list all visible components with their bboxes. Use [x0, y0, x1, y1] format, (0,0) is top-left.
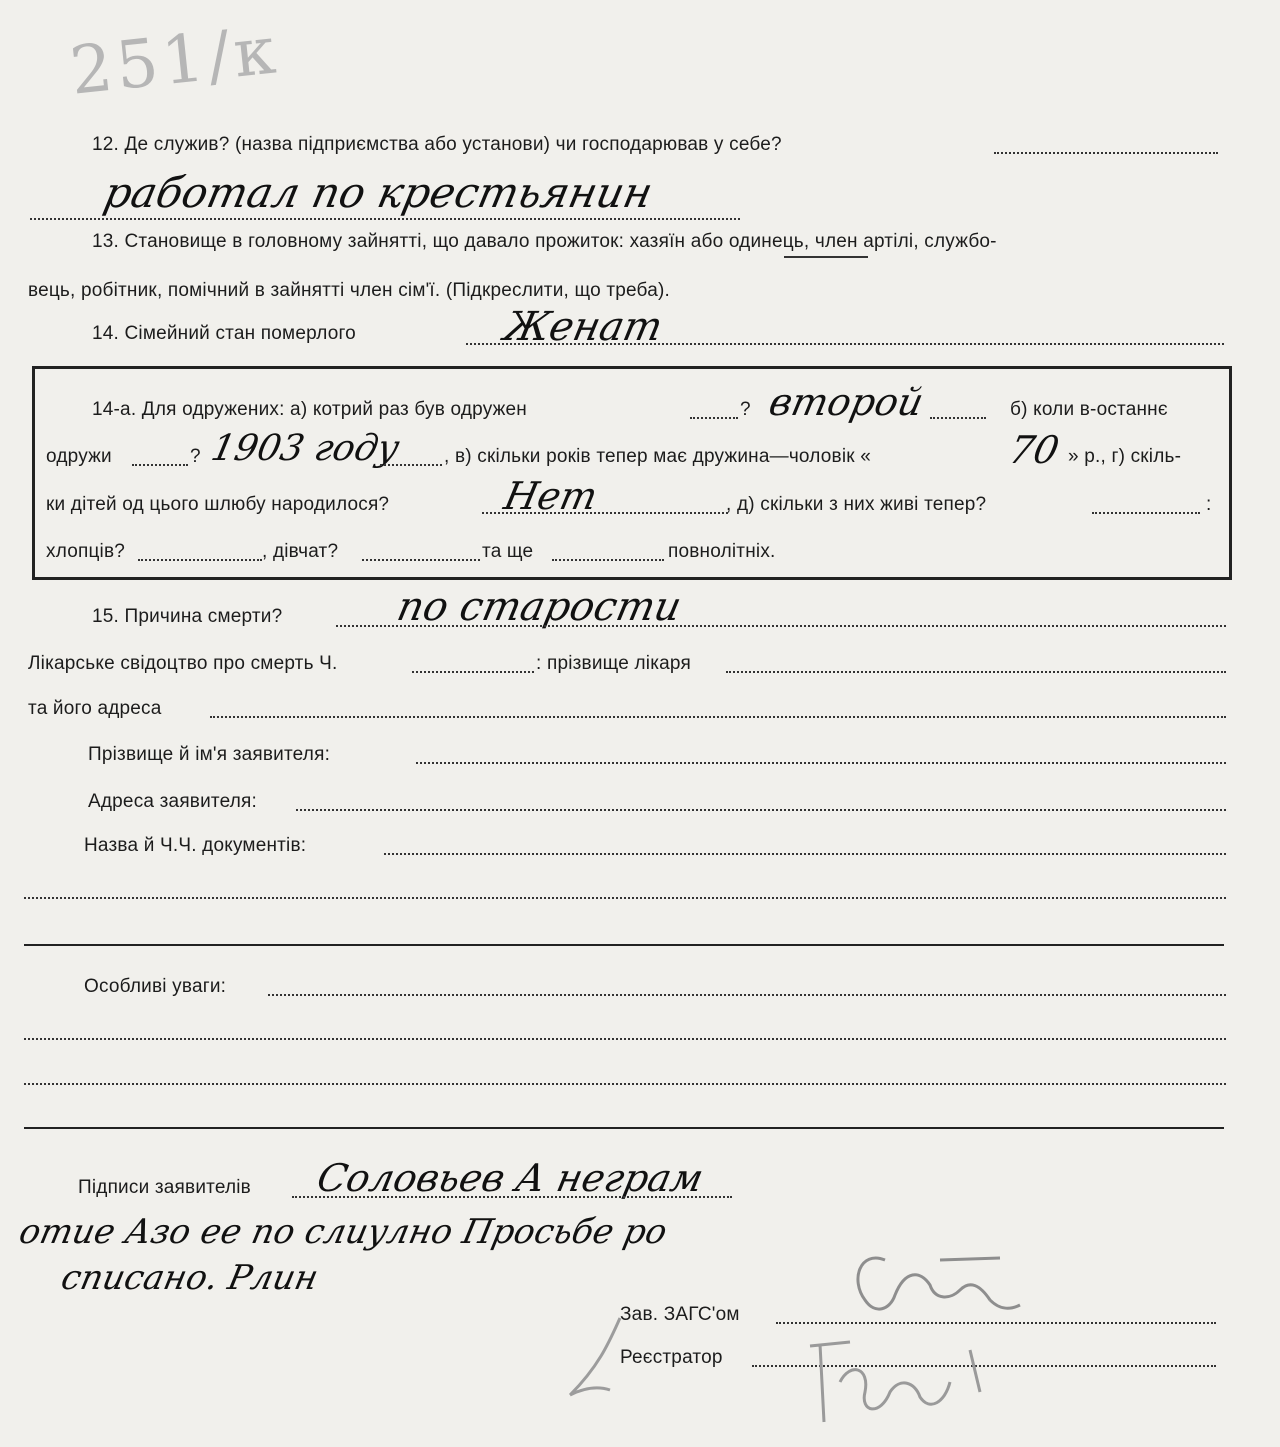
remarks-line-3: [24, 1083, 1226, 1085]
registrar-label: Реєстратор: [620, 1347, 723, 1368]
zags-head-signature: [840, 1240, 1040, 1330]
q14a-a-answer: второй: [765, 380, 928, 424]
zags-head-signature-stroke: [858, 1258, 1020, 1309]
q13-line1-text: 13. Становище в головному зайнятті, що давало прожиток: хазяїн або одинець, член артілі, службо-: [92, 231, 997, 252]
applicant-name-label: Прізвище й ім'я заявителя:: [88, 744, 331, 765]
q13-line1: [92, 230, 997, 254]
q14a-adult-line: [552, 559, 664, 561]
doctor-name-label: : прізвище лікаря: [536, 653, 691, 674]
q14a-b-line-a: [132, 464, 188, 466]
q14a-l3c: :: [1206, 494, 1212, 515]
applicant-signature-line2: отие Азо ее по слиулно Просьбе ро: [15, 1212, 671, 1252]
q14-label: 14. Сімейний стан померлого: [92, 323, 356, 344]
applicant-docs-line: [384, 853, 1226, 855]
q14a-l2b: ?: [190, 446, 201, 467]
q12-fill-line: [994, 152, 1218, 154]
q13-line2: вець, робітник, помічний в зайнятті член сім'ї. (Підкреслити, що треба).: [28, 280, 670, 301]
registrar-signature: [780, 1332, 1020, 1442]
section-divider-2: [24, 1127, 1224, 1129]
applicants-signature-line: [292, 1196, 732, 1198]
applicant-address-label: Адреса заявителя:: [88, 791, 257, 812]
q14a-l2c: , в) скільки років тепер має дружина—чоловік «: [444, 446, 872, 467]
q14a-l3a: ки дітей од цього шлюбу народилося?: [46, 494, 390, 515]
q14a-b-line-b: [380, 464, 442, 466]
q14a-b-answer: 1903 году: [207, 428, 403, 469]
q13-underline-mark: [784, 256, 868, 258]
q12-label: 12. Де служив? (назва підприємства або установи) чи господарював у себе?: [92, 134, 782, 155]
left-margin-pen-stroke: [540, 1310, 660, 1410]
q14a-l4b: , дівчат?: [262, 541, 339, 562]
medical-cert-line: [412, 671, 534, 673]
q14a-g-line: [482, 512, 728, 514]
q12-answer: работал по крестьянин: [99, 168, 657, 217]
zags-head-label: Зав. ЗАГС'ом: [620, 1304, 740, 1325]
q14a-boys-line: [138, 559, 262, 561]
q15-fill-line: [336, 625, 1226, 627]
q14-fill-line: [466, 343, 1224, 345]
q15-answer: по старости: [393, 584, 686, 630]
q14a-l4d: повнолітніх.: [668, 541, 776, 562]
applicant-docs-line-2: [24, 897, 1226, 899]
remarks-line-1: [268, 994, 1226, 996]
applicant-signature-line3: списано. Рлин: [57, 1258, 322, 1298]
q14a-l1a: 14-а. Для одружених: а) котрий раз був одружен: [92, 399, 527, 420]
section-divider-1: [24, 944, 1224, 946]
q14a-l2d: » р., г) скіль-: [1068, 446, 1182, 467]
applicants-signatures-label: Підписи заявителів: [78, 1177, 251, 1198]
q14a-a-line: [690, 417, 738, 419]
q14a-c-answer: 70: [1005, 428, 1064, 472]
q14a-girls-line: [362, 559, 480, 561]
q14a-l3b: , д) скільки з них живі тепер?: [726, 494, 987, 515]
remarks-line-2: [24, 1038, 1226, 1040]
archive-corner-number: 251/к: [66, 11, 283, 110]
applicant-name-line: [416, 762, 1226, 764]
registrar-signature-stroke: [810, 1342, 980, 1422]
q14a-l1b: ?: [740, 399, 751, 420]
applicant-docs-label: Назва й Ч.Ч. документів:: [84, 835, 307, 856]
q14a-g-answer: Нет: [500, 474, 602, 518]
q14a-l2a: одружи: [46, 446, 112, 467]
remarks-label: Особливі уваги:: [84, 976, 227, 997]
applicant-address-line: [296, 809, 1226, 811]
q14a-a-line2: [930, 417, 986, 419]
q14a-l4c: та ще: [482, 541, 534, 562]
q14a-l1c: б) коли в-останнє: [1010, 399, 1168, 420]
q15-label: 15. Причина смерти?: [92, 606, 283, 627]
q14a-d-line: [1092, 512, 1200, 514]
doctor-address-label: та його адреса: [28, 698, 162, 719]
doctor-address-line: [210, 716, 1226, 718]
q12-answer-line: [30, 218, 740, 220]
left-margin-pen-stroke-path: [570, 1318, 620, 1395]
q14-answer: Женат: [500, 304, 667, 350]
doctor-name-line: [726, 671, 1226, 673]
medical-cert-label: Лікарське свідоцтво про смерть Ч.: [28, 653, 338, 674]
applicant-signature-line1: Соловьев А неграм: [313, 1156, 708, 1200]
q14a-l4a: хлопців?: [46, 541, 126, 562]
